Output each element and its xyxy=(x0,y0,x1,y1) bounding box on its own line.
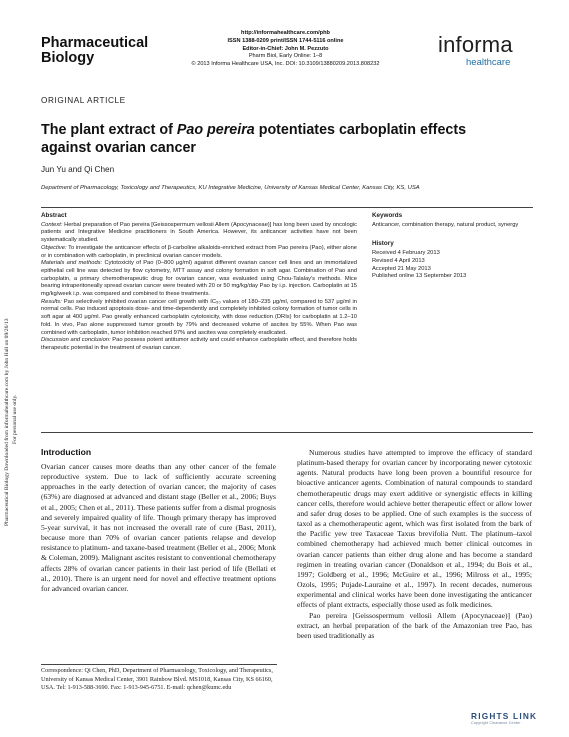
abstract xyxy=(41,212,357,353)
journal-url[interactable]: http://informahealthcare.com/phb xyxy=(241,30,330,36)
abstract-context xyxy=(41,222,357,245)
history-item: Received 4 February 2013 xyxy=(372,250,440,257)
methods-label: Materials and methods: xyxy=(41,260,103,267)
discussion-label: Discussion and conclusion: xyxy=(41,337,111,344)
history-item: Published online 13 September 2013 xyxy=(372,273,467,280)
discussion-text: Pao possess potent antitumor activity and could enhance carboplatin effect, and therefore holds therapeutic potential in the treatment of ovarian cancer. xyxy=(41,337,357,351)
objective-label: Objective: xyxy=(41,244,67,251)
context-label: Context: xyxy=(41,221,63,228)
correspondence-rule xyxy=(41,664,277,665)
download-notice-line2: For personal use only. xyxy=(11,394,18,444)
abstract-bottom-rule xyxy=(41,432,533,433)
keywords-text: Anticancer, combination therapy, natural product, synergy xyxy=(372,221,519,228)
journal-info xyxy=(183,30,388,69)
journal-pub-line: Pharm Biol, Early Online: 1–8 xyxy=(248,53,323,60)
results-label: Results: xyxy=(41,298,62,305)
objective-text: To investigate the anticancer effects of β-carboline alkaloids-enriched extract from Pao pereira (Pao), either alone or in combination with carboplatin, in preclinical ovarian cancer models. xyxy=(41,244,357,259)
abstract-top-rule xyxy=(41,207,533,208)
title-pre: The plant extract of xyxy=(41,122,177,138)
intro-paragraph: Pao pereira [Geissospermum vellosii Allem (Apocynaceae)] (Pao) extract, an herbal preparation of the bark of the Amazonian tree Pao, has been used traditionally as xyxy=(297,610,532,640)
journal-name xyxy=(41,36,171,66)
context-text: Herbal preparation of Pao pereira [Geissospermum vellosii Allem (Apocynaceae)] has long been used by oncologic patients and Integrative Medicine practitioners in South America. However, its anticancer activities have not been systematically studied. xyxy=(41,221,357,244)
history-heading: History xyxy=(372,240,394,248)
download-notice xyxy=(0,230,26,530)
publisher-logo-sub: healthcare xyxy=(466,57,511,68)
publisher-logo-name: informa xyxy=(438,32,513,57)
abstract-heading: Abstract xyxy=(41,212,67,219)
affiliation: Department of Pharmacology, Toxicology and Therapeutics, KU Integrative Medicine, University of Kansas Medical Center, Kansas City, KS, USA xyxy=(41,185,420,191)
rightslink-sub: Copyright Clearance Center xyxy=(471,721,521,725)
intro-paragraph: Numerous studies have attempted to improve the efficacy of standard platinum-based therapy for ovarian cancer by incorporating newer cytotoxic agents. Natural products have long been proven a bountiful resource for bioactive anticancer agents. Combination of natural compounds to standard chemotherapeutic drugs may exert additive or synergistic effects in killing cancer cells, therefore would achieve better therapeutic effect or allow lower and safer drug doses to be applied. One of such examples is the success of taxol as a chemotherapeutic agent, which was first isolated from the bark of the Pacific yew tree Taxaceae Taxus brevifolia Nutt. The platinum–taxol combined chemotherapy had achieved much better clinical outcomes in ovarian cancer patients than either drug alone and has become a standard regimen in treating ovarian cancer (Donaldson et al., 1994; du Bois et al., 1997; Goldberg et al., 1996; McGuire et al., 1996; Milross et al., 1995; Ozols, 1995; Pujade-Lauraine et al., 1997). In recent decades, numerous experimental and clinical works have been done investigating the anticancer effects of plant extracts, especially those used as folk medicines. xyxy=(297,448,532,610)
intro-column-2 xyxy=(297,448,532,641)
article-title xyxy=(41,121,511,157)
abstract-methods xyxy=(41,260,357,299)
rightslink-logo[interactable]: RIGHTS LINK xyxy=(471,711,538,721)
history-item: Revised 4 April 2013 xyxy=(372,257,425,264)
abstract-discussion xyxy=(41,337,357,352)
journal-name-line1: Pharmaceutical xyxy=(41,35,149,51)
article-meta xyxy=(372,212,532,281)
publisher-logo xyxy=(438,34,538,68)
abstract-objective xyxy=(41,245,357,260)
authors: Jun Yu and Qi Chen xyxy=(41,165,115,174)
intro-column-1 xyxy=(41,462,276,594)
correspondence: Correspondence: Qi Chen, PhD, Department of Pharmacology, Toxicology, and Therapeutics, University of Kansas Medical Center, 3901 Rainbow Blvd. MS1018, Kansas City, KS 66160, USA. Tel: 1-913-588-3690. Fax: 1-913-945-6751. E-mail: qchen@kumc.edu xyxy=(41,667,273,692)
title-post: potentiates carboplatin effects against ovarian cancer xyxy=(41,122,467,156)
section-label: ORIGINAL ARTICLE xyxy=(41,96,126,105)
introduction-heading: Introduction xyxy=(41,447,92,457)
journal-issn: ISSN 1388-0209 print/ISSN 1744-5116 online xyxy=(227,37,344,44)
journal-editor: Editor-in-Chief: John M. Pezzuto xyxy=(242,45,329,52)
intro-paragraph: Ovarian cancer causes more deaths than any other cancer of the female reproductive system. Due to lack of sufficiently accurate screening approaches in the early detection of ovarian cancer, the majority of cases (63%) are diagnosed at advanced and distant stage (Beller et al., 2006; Buys et al., 2005; Chen et al., 2011). These patients suffer from a dismal prognosis and severely impaired quality of life. Though primary therapy has improved 5-year survival, it has not increased the overall rate of cure (Bast, 2011), because more than 70% of ovarian cancer patients relapse and develop resistance to platinum- and taxane-based treatment (Beller et al., 2006; Monk & Coleman, 2009). Malignant ascites resistant to conventional chemotherapy affects 28% of ovarian cancer patients in their last period of life (Bellati et al., 2010). There is an urgent need for novel and effective treatment options for advanced ovarian cancer. xyxy=(41,462,276,593)
abstract-results xyxy=(41,299,357,338)
keywords-heading: Keywords xyxy=(372,212,403,219)
title-italic: Pao pereira xyxy=(176,122,255,138)
download-notice-line1: Pharmaceutical Biology Downloaded from informahealthcare.com by John Hall on 09/26/13 xyxy=(4,318,10,526)
history-item: Accepted 21 May 2013 xyxy=(372,265,431,272)
results-text: Pao selectively inhibited ovarian cancer cell growth with IC₅₀ values of 180–235 μg/ml, compared to 537 μg/ml in normal cells. Pao induced apoptosis dose- and time-dependently and completely inhibited colony formation of tumor cells in soft agar at 400 μg/ml. Pao greatly enhanced carboplatin cytotoxicity, with dose reduction (DRIs) for carboplatin at 1.2–10 fold. In vivo, Pao alone suppressed tumor growth by 79% and decreased volume of ascites by 55%. When Pao was combined with carboplatin, tumor inhibition reached 97% and ascites was completely eradicated. xyxy=(41,298,357,336)
journal-name-line2: Biology xyxy=(41,50,95,66)
methods-text: Cytotoxicity of Pao (0–800 μg/ml) against different ovarian cancer cell lines and an immortalized epithelial cell line was detected by flow cytometry, MTT assay and colony formation in soft agar. Combination of Pao and carboplatin, a primary chemotherapeutic drug for ovarian cancer, was evaluated using Chou-Talalay's methods. Mice bearing intraperitoneally spread ovarian cancer were treated with 20 or 50 mg/kg/day Pao by i.p. injection. Carboplatin at 15 mg/kg/week i.p. was compared and combined to these treatments. xyxy=(41,260,357,298)
journal-copyright: © 2013 Informa Healthcare USA, Inc. DOI: 10.3109/13880209.2013.808232 xyxy=(191,61,380,68)
